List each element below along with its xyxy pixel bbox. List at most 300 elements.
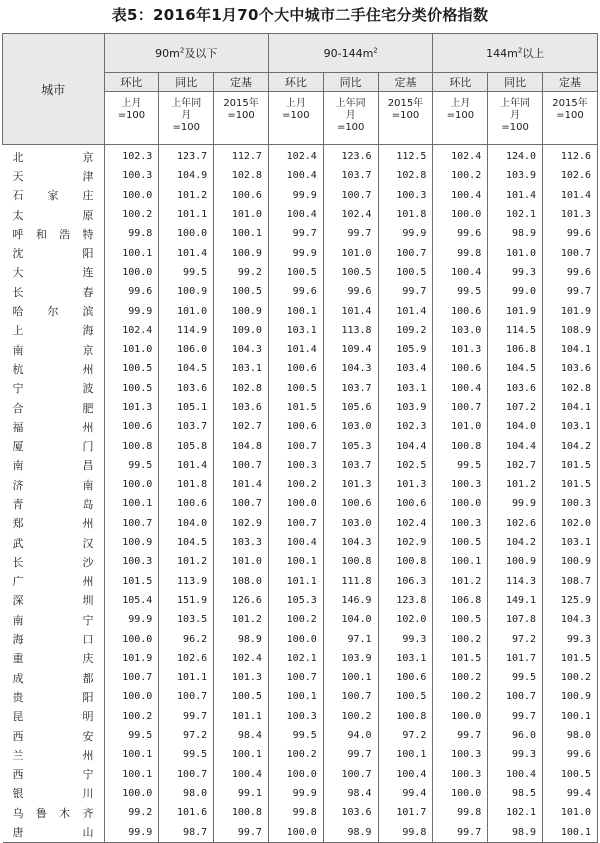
index-value: 106.3: [378, 572, 433, 591]
index-value: 101.1: [268, 572, 323, 591]
index-value: 102.6: [159, 649, 214, 668]
index-value: 100.0: [268, 494, 323, 513]
index-value: 100.7: [323, 186, 378, 205]
index-value: 97.1: [323, 629, 378, 648]
index-value: 102.3: [378, 417, 433, 436]
group-header-small: $90m^2$及以下: [104, 34, 268, 73]
index-value: 100.1: [104, 494, 159, 513]
index-value: 101.2: [488, 475, 543, 494]
index-value: 102.4: [104, 321, 159, 340]
index-value: 103.1: [543, 533, 598, 552]
index-value: 100.5: [378, 263, 433, 282]
index-value: 100.1: [268, 687, 323, 706]
index-value: 100.6: [268, 359, 323, 378]
index-value: 101.0: [104, 340, 159, 359]
index-value: 98.7: [159, 822, 214, 842]
city-name: 银川: [3, 784, 105, 803]
index-value: 100.0: [268, 822, 323, 842]
index-value: 105.6: [323, 398, 378, 417]
base-header-0-1: 上年同 月 =100: [159, 92, 214, 145]
index-value: 100.0: [104, 629, 159, 648]
index-value: 102.4: [433, 145, 488, 167]
index-value: 123.6: [323, 145, 378, 167]
index-value: 123.8: [378, 591, 433, 610]
index-value: 100.3: [268, 707, 323, 726]
index-value: 100.0: [268, 765, 323, 784]
city-name: 西宁: [3, 765, 105, 784]
index-value: 102.9: [214, 514, 269, 533]
base-header-1-2: 2015年 =100: [378, 92, 433, 145]
city-name: 郑州: [3, 514, 105, 533]
index-value: 100.7: [268, 436, 323, 455]
index-value: 101.3: [543, 205, 598, 224]
index-value: 101.5: [268, 398, 323, 417]
index-value: 98.0: [159, 784, 214, 803]
index-value: 100.4: [214, 765, 269, 784]
index-value: 101.4: [323, 301, 378, 320]
index-value: 103.9: [488, 166, 543, 185]
index-value: 98.9: [488, 224, 543, 243]
index-value: 100.7: [214, 456, 269, 475]
index-value: 100.8: [378, 552, 433, 571]
index-value: 100.7: [159, 687, 214, 706]
index-value: 99.8: [378, 822, 433, 842]
index-value: 102.4: [268, 145, 323, 167]
base-header-2-0: 上月 =100: [433, 92, 488, 145]
index-value: 100.0: [268, 629, 323, 648]
index-value: 99.6: [433, 224, 488, 243]
index-value: 99.7: [433, 726, 488, 745]
index-value: 101.1: [159, 668, 214, 687]
table-row: [3, 726, 598, 745]
index-value: 103.7: [323, 456, 378, 475]
index-value: 104.5: [488, 359, 543, 378]
index-value: 100.7: [104, 668, 159, 687]
index-value: 108.7: [543, 572, 598, 591]
index-value: 100.1: [214, 745, 269, 764]
table-row: [3, 340, 598, 359]
index-value: 100.3: [433, 475, 488, 494]
table-row: [3, 707, 598, 726]
group-header-medium: $90-144m^2$: [268, 34, 432, 73]
index-value: 100.4: [488, 765, 543, 784]
index-value: 99.6: [268, 282, 323, 301]
index-value: 100.4: [433, 186, 488, 205]
table-row: [3, 629, 598, 648]
index-value: 105.1: [159, 398, 214, 417]
index-value: 99.7: [159, 707, 214, 726]
index-value: 99.9: [268, 784, 323, 803]
index-value: 104.8: [214, 436, 269, 455]
index-value: 101.5: [543, 456, 598, 475]
index-value: 100.4: [268, 166, 323, 185]
index-value: 99.4: [378, 784, 433, 803]
index-value: 99.3: [543, 629, 598, 648]
index-value: 109.4: [323, 340, 378, 359]
index-value: 103.6: [323, 803, 378, 822]
index-value: 101.1: [159, 205, 214, 224]
city-name: 南京: [3, 340, 105, 359]
index-value: 100.5: [214, 282, 269, 301]
index-value: 106.8: [488, 340, 543, 359]
index-value: 100.5: [323, 263, 378, 282]
index-value: 99.3: [488, 263, 543, 282]
index-value: 99.8: [268, 803, 323, 822]
table-row: [3, 765, 598, 784]
index-value: 103.5: [159, 610, 214, 629]
index-value: 99.9: [104, 301, 159, 320]
table-row: [3, 784, 598, 803]
table-row: [3, 687, 598, 706]
index-value: 96.2: [159, 629, 214, 648]
index-value: 104.1: [543, 340, 598, 359]
index-value: 102.4: [378, 514, 433, 533]
index-value: 102.1: [488, 205, 543, 224]
index-value: 99.6: [543, 263, 598, 282]
table-row: [3, 205, 598, 224]
index-value: 104.1: [543, 398, 598, 417]
index-value: 102.8: [214, 166, 269, 185]
index-value: 102.7: [214, 417, 269, 436]
index-value: 99.5: [159, 263, 214, 282]
table-row: [3, 186, 598, 205]
index-value: 100.0: [104, 263, 159, 282]
city-name: 大连: [3, 263, 105, 282]
index-value: 99.7: [323, 745, 378, 764]
sub-header-1-0: 环比: [268, 73, 323, 92]
index-value: 100.2: [433, 687, 488, 706]
index-value: 101.4: [488, 186, 543, 205]
index-value: 100.7: [159, 765, 214, 784]
table-row: [3, 145, 598, 167]
table-row: [3, 668, 598, 687]
city-name: 长春: [3, 282, 105, 301]
table-row: [3, 552, 598, 571]
table-row: [3, 533, 598, 552]
index-value: 100.7: [378, 243, 433, 262]
index-value: 104.9: [159, 166, 214, 185]
index-value: 123.7: [159, 145, 214, 167]
index-value: 109.0: [214, 321, 269, 340]
index-value: 101.2: [159, 552, 214, 571]
table-row: [3, 166, 598, 185]
index-value: 100.5: [433, 533, 488, 552]
sub-header-2-0: 环比: [433, 73, 488, 92]
index-value: 126.6: [214, 591, 269, 610]
sub-header-0-2: 定基: [214, 73, 269, 92]
index-value: 151.9: [159, 591, 214, 610]
index-value: 103.6: [543, 359, 598, 378]
index-value: 99.7: [543, 282, 598, 301]
table-row: [3, 243, 598, 262]
index-value: 99.5: [268, 726, 323, 745]
index-value: 99.8: [433, 243, 488, 262]
index-value: 100.7: [323, 687, 378, 706]
index-value: 100.1: [104, 243, 159, 262]
table-row: [3, 475, 598, 494]
index-value: 101.9: [104, 649, 159, 668]
index-value: 114.3: [488, 572, 543, 591]
table-row: [3, 494, 598, 513]
index-value: 103.0: [323, 514, 378, 533]
index-value: 100.1: [214, 224, 269, 243]
index-value: 100.9: [488, 552, 543, 571]
index-value: 114.5: [488, 321, 543, 340]
base-header-0-2: 2015年 =100: [214, 92, 269, 145]
index-value: 100.2: [268, 745, 323, 764]
table-row: [3, 649, 598, 668]
index-value: 99.7: [433, 822, 488, 842]
index-value: 101.1: [214, 707, 269, 726]
base-header-1-0: 上月 =100: [268, 92, 323, 145]
index-value: 100.0: [433, 784, 488, 803]
city-name: 沈阳: [3, 243, 105, 262]
table-row: [3, 456, 598, 475]
index-value: 101.6: [159, 803, 214, 822]
index-value: 100.4: [433, 263, 488, 282]
index-value: 94.0: [323, 726, 378, 745]
city-name: 上海: [3, 321, 105, 340]
sub-header-0-0: 环比: [104, 73, 159, 92]
index-value: 101.5: [543, 649, 598, 668]
sub-header-2-2: 定基: [543, 73, 598, 92]
index-value: 100.3: [433, 514, 488, 533]
base-header-1-1: 上年同 月 =100: [323, 92, 378, 145]
index-value: 100.1: [543, 822, 598, 842]
index-value: 103.3: [214, 533, 269, 552]
city-name: 济南: [3, 475, 105, 494]
index-value: 101.0: [488, 243, 543, 262]
index-value: 100.5: [268, 263, 323, 282]
index-value: 104.0: [488, 417, 543, 436]
table-row: [3, 301, 598, 320]
index-value: 101.0: [214, 205, 269, 224]
index-value: 103.0: [433, 321, 488, 340]
index-value: 101.8: [159, 475, 214, 494]
index-value: 103.9: [378, 398, 433, 417]
index-value: 100.2: [104, 205, 159, 224]
city-name: 哈尔滨: [3, 301, 105, 320]
index-value: 100.7: [268, 668, 323, 687]
table-row: [3, 379, 598, 398]
index-value: 102.4: [323, 205, 378, 224]
index-value: 109.2: [378, 321, 433, 340]
index-value: 100.4: [268, 205, 323, 224]
index-value: 100.8: [214, 803, 269, 822]
city-name: 重庆: [3, 649, 105, 668]
index-value: 108.9: [543, 321, 598, 340]
index-value: 100.0: [104, 475, 159, 494]
index-value: 100.1: [268, 301, 323, 320]
index-value: 104.2: [543, 436, 598, 455]
index-value: 100.1: [433, 552, 488, 571]
index-value: 100.7: [104, 514, 159, 533]
city-name: 南宁: [3, 610, 105, 629]
index-value: 149.1: [488, 591, 543, 610]
index-value: 105.9: [378, 340, 433, 359]
table-row: [3, 417, 598, 436]
index-value: 100.3: [378, 186, 433, 205]
index-value: 99.2: [214, 263, 269, 282]
index-value: 101.2: [159, 186, 214, 205]
index-value: 100.6: [323, 494, 378, 513]
index-value: 101.3: [433, 340, 488, 359]
index-value: 104.4: [488, 436, 543, 455]
index-value: 101.3: [323, 475, 378, 494]
index-value: 98.9: [323, 822, 378, 842]
index-value: 102.8: [214, 379, 269, 398]
index-value: 97.2: [378, 726, 433, 745]
index-value: 97.2: [159, 726, 214, 745]
city-name: 合肥: [3, 398, 105, 417]
index-value: 101.8: [378, 205, 433, 224]
index-value: 100.6: [159, 494, 214, 513]
index-value: 103.0: [323, 417, 378, 436]
index-value: 113.9: [159, 572, 214, 591]
index-value: 99.5: [104, 726, 159, 745]
index-value: 100.6: [378, 668, 433, 687]
index-value: 105.4: [104, 591, 159, 610]
index-value: 100.7: [433, 398, 488, 417]
city-name: 石家庄: [3, 186, 105, 205]
index-value: 101.0: [159, 301, 214, 320]
index-value: 100.3: [543, 494, 598, 513]
city-name: 厦门: [3, 436, 105, 455]
index-value: 101.7: [488, 649, 543, 668]
index-value: 98.4: [323, 784, 378, 803]
index-value: 100.4: [378, 765, 433, 784]
index-value: 100.8: [433, 436, 488, 455]
sub-header-2-1: 同比: [488, 73, 543, 92]
index-value: 99.4: [543, 784, 598, 803]
index-value: 104.3: [323, 533, 378, 552]
index-value: 99.7: [268, 224, 323, 243]
index-value: 101.4: [159, 456, 214, 475]
index-value: 106.8: [433, 591, 488, 610]
index-value: 99.3: [488, 745, 543, 764]
index-value: 125.9: [543, 591, 598, 610]
index-value: 100.1: [323, 668, 378, 687]
index-value: 99.9: [268, 186, 323, 205]
index-value: 100.2: [433, 166, 488, 185]
index-value: 103.1: [214, 359, 269, 378]
index-value: 100.9: [543, 687, 598, 706]
index-value: 104.3: [214, 340, 269, 359]
index-value: 100.2: [268, 475, 323, 494]
index-value: 101.2: [433, 572, 488, 591]
index-value: 104.0: [323, 610, 378, 629]
city-name: 贵阳: [3, 687, 105, 706]
index-value: 101.4: [214, 475, 269, 494]
index-value: 103.7: [159, 417, 214, 436]
index-value: 100.5: [268, 379, 323, 398]
index-value: 99.6: [543, 224, 598, 243]
table-row: [3, 572, 598, 591]
index-value: 101.5: [433, 649, 488, 668]
index-value: 101.4: [159, 243, 214, 262]
index-value: 102.8: [378, 166, 433, 185]
index-value: 102.9: [378, 533, 433, 552]
index-value: 101.7: [378, 803, 433, 822]
index-value: 99.5: [488, 668, 543, 687]
index-value: 104.5: [159, 359, 214, 378]
index-value: 114.9: [159, 321, 214, 340]
index-value: 99.9: [104, 610, 159, 629]
index-value: 106.0: [159, 340, 214, 359]
index-value: 96.0: [488, 726, 543, 745]
index-value: 99.5: [159, 745, 214, 764]
city-name: 成都: [3, 668, 105, 687]
index-value: 102.7: [488, 456, 543, 475]
base-header-2-1: 上年同 月 =100: [488, 92, 543, 145]
index-value: 100.7: [488, 687, 543, 706]
city-name: 青岛: [3, 494, 105, 513]
table-row: [3, 803, 598, 822]
index-value: 99.5: [433, 456, 488, 475]
city-name: 太原: [3, 205, 105, 224]
index-value: 101.0: [543, 803, 598, 822]
index-value: 98.5: [488, 784, 543, 803]
index-value: 100.1: [104, 765, 159, 784]
index-value: 99.9: [104, 822, 159, 842]
index-value: 104.2: [488, 533, 543, 552]
index-value: 100.8: [323, 552, 378, 571]
index-value: 100.5: [104, 379, 159, 398]
index-value: 99.9: [268, 243, 323, 262]
index-value: 100.0: [433, 494, 488, 513]
index-value: 101.3: [104, 398, 159, 417]
city-column-header: 城市: [3, 34, 105, 145]
city-name: 呼和浩特: [3, 224, 105, 243]
city-name: 福州: [3, 417, 105, 436]
base-header-2-2: 2015年 =100: [543, 92, 598, 145]
index-value: 100.1: [104, 745, 159, 764]
index-value: 146.9: [323, 591, 378, 610]
index-value: 100.5: [378, 687, 433, 706]
index-value: 102.0: [378, 610, 433, 629]
index-value: 103.1: [378, 379, 433, 398]
sub-header-0-1: 同比: [159, 73, 214, 92]
index-value: 98.0: [543, 726, 598, 745]
sub-header-1-1: 同比: [323, 73, 378, 92]
index-value: 100.0: [433, 707, 488, 726]
index-value: 100.9: [214, 243, 269, 262]
index-value: 100.6: [104, 417, 159, 436]
index-value: 99.2: [104, 803, 159, 822]
index-value: 99.7: [378, 282, 433, 301]
index-value: 99.6: [104, 282, 159, 301]
index-value: 99.3: [378, 629, 433, 648]
index-value: 101.3: [214, 668, 269, 687]
index-value: 99.5: [104, 456, 159, 475]
index-value: 99.8: [433, 803, 488, 822]
index-value: 100.3: [104, 166, 159, 185]
city-name: 天津: [3, 166, 105, 185]
table-row: [3, 359, 598, 378]
index-value: 98.9: [214, 629, 269, 648]
index-value: 103.6: [159, 379, 214, 398]
index-value: 102.6: [488, 514, 543, 533]
index-value: 105.8: [159, 436, 214, 455]
table-row: [3, 514, 598, 533]
index-value: 100.8: [378, 707, 433, 726]
index-value: 100.3: [104, 552, 159, 571]
index-value: 101.0: [433, 417, 488, 436]
index-value: 100.7: [268, 514, 323, 533]
index-value: 100.2: [433, 668, 488, 687]
index-value: 111.8: [323, 572, 378, 591]
index-value: 100.0: [433, 205, 488, 224]
